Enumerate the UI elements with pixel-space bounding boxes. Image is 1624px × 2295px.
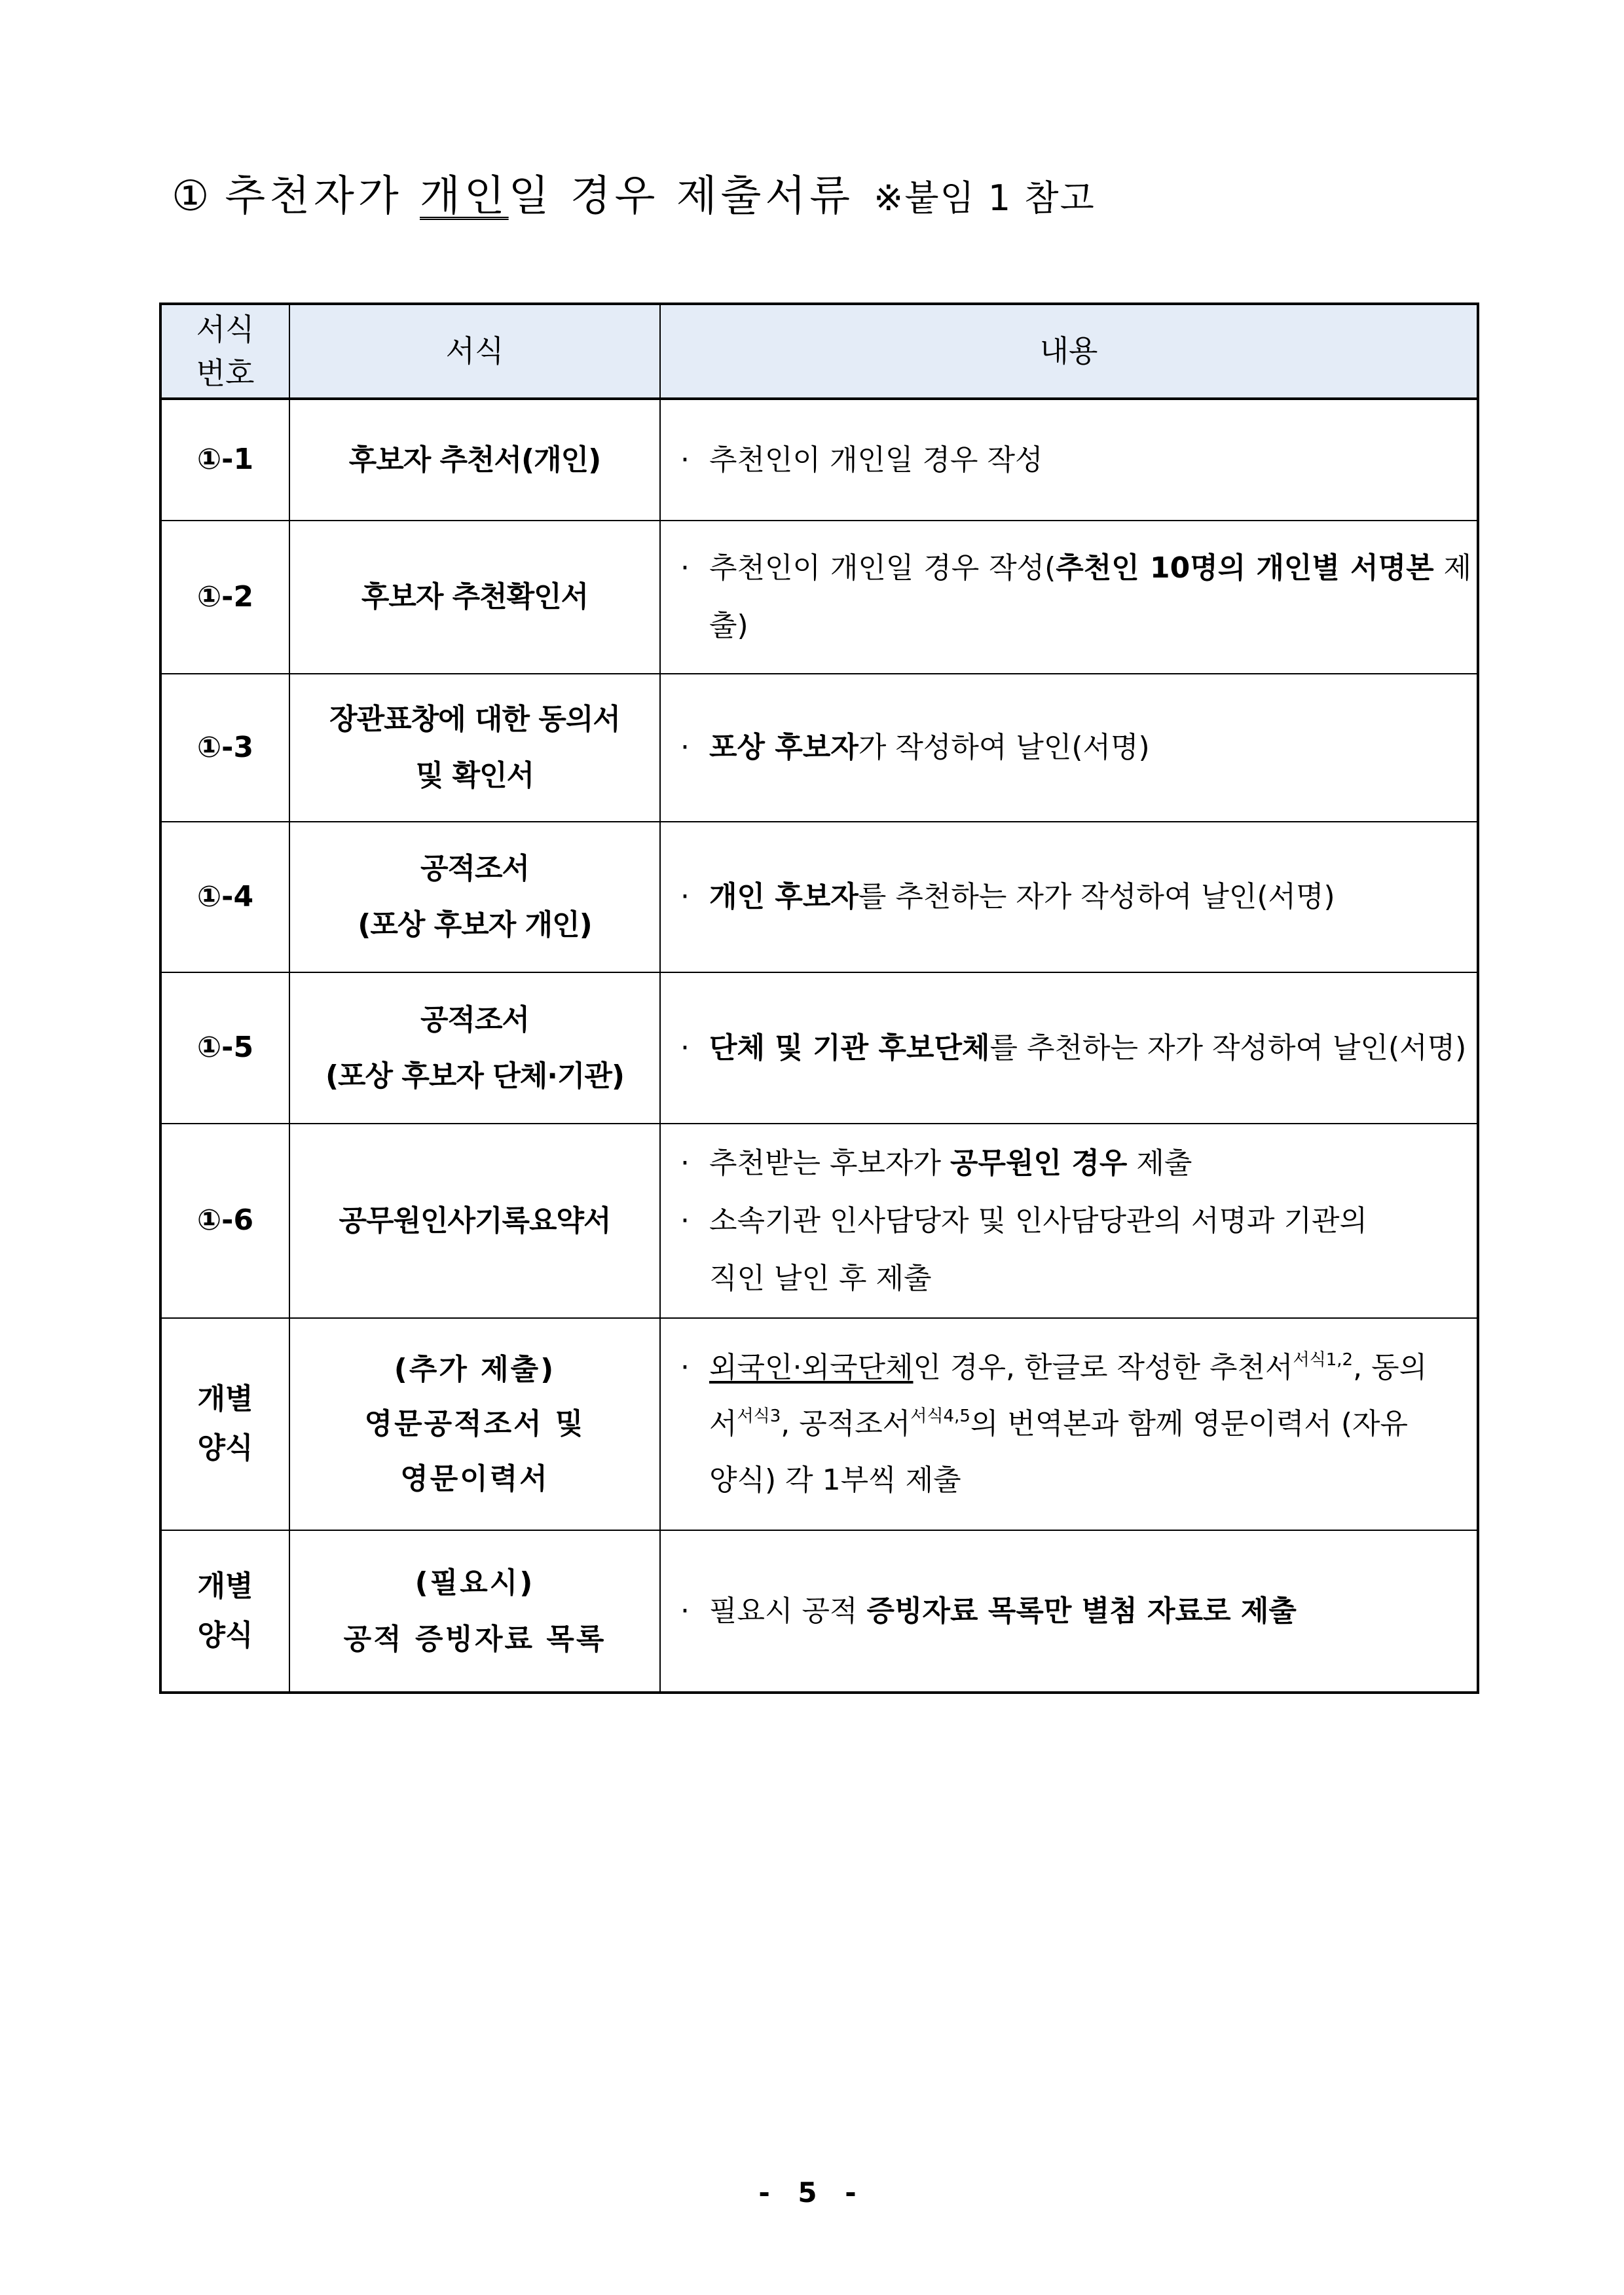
bullet-dot-icon: · — [680, 731, 690, 764]
form-number: 개별 양식 — [160, 1318, 289, 1530]
title-text-2: 일 경우 제출서류 — [508, 172, 855, 221]
form-name: 장관표창에 대한 동의서 및 확인서 — [289, 674, 660, 822]
bullet-dot-icon: · — [680, 1594, 690, 1628]
form-name: (추가 제출) 영문공적조서 및 영문이력서 — [289, 1318, 660, 1530]
form-name: 후보자 추천확인서 — [289, 521, 660, 674]
form-content — [660, 521, 1478, 674]
bullet-dot-icon: · — [680, 1351, 690, 1385]
circled-number: ① — [172, 172, 213, 221]
content-item: · 포상 후보자가 작성하여 날인(서명) — [675, 719, 1471, 777]
form-name: (필요시) 공적 증빙자료 목록 — [289, 1530, 660, 1693]
title-reference-note: ※붙임 1 참고 — [874, 177, 1096, 219]
form-name: 후보자 추천서(개인) — [289, 399, 660, 521]
content-item: · 추천인이 개인일 경우 작성(추천인 10명의 개인별 서명본 제출) — [675, 540, 1471, 655]
table-row — [160, 822, 1478, 972]
form-number: 개별 양식 — [160, 1530, 289, 1693]
title-underlined-text: 개인 — [420, 172, 509, 221]
form-number: ①-5 — [160, 972, 289, 1124]
content-item: · 필요시 공적 증빙자료 목록만 별첨 자료로 제출 — [675, 1583, 1471, 1640]
form-content — [660, 822, 1478, 972]
table-row — [160, 1530, 1478, 1693]
table-row — [160, 674, 1478, 822]
form-content — [660, 674, 1478, 822]
header-form: 서식 — [289, 304, 660, 399]
form-content — [660, 1318, 1478, 1530]
form-content — [660, 399, 1478, 521]
form-number: ①-1 — [160, 399, 289, 521]
content-item: · 소속기관 인사담당자 및 인사담당관의 서명과 기관의 직인 날인 후 제출 — [675, 1192, 1471, 1308]
table-row — [160, 399, 1478, 521]
page-number: - 5 - — [758, 2176, 866, 2209]
form-content — [660, 1530, 1478, 1693]
content-item: · 추천받는 후보자가 공무원인 경우 제출 — [675, 1135, 1471, 1192]
title-text-1: 추천자가 — [225, 172, 420, 221]
bullet-dot-icon: · — [680, 880, 690, 913]
form-name: 공적조서 (포상 후보자 단체·기관) — [289, 972, 660, 1124]
table-row — [160, 1318, 1478, 1530]
form-number: ①-3 — [160, 674, 289, 822]
bullet-dot-icon: · — [680, 1031, 690, 1065]
content-item: · 단체 및 기관 후보단체를 추천하는 자가 작성하여 날인(서명) — [675, 1019, 1471, 1077]
bullet-dot-icon: · — [680, 1203, 690, 1238]
bullet-dot-icon: · — [680, 1146, 690, 1180]
form-name: 공무원인사기록요약서 — [289, 1124, 660, 1318]
table-header-row — [160, 304, 1478, 399]
table-row — [160, 521, 1478, 674]
content-item: · 개인 후보자를 추천하는 자가 작성하여 날인(서명) — [675, 868, 1471, 926]
table-row — [160, 1124, 1478, 1318]
form-content — [660, 972, 1478, 1124]
bullet-dot-icon: · — [680, 551, 690, 585]
header-content: 내용 — [660, 304, 1478, 399]
section-title — [172, 162, 1096, 223]
form-name: 공적조서 (포상 후보자 개인) — [289, 822, 660, 972]
content-item: · 외국인·외국단체인 경우, 한글로 작성한 추천서$^{서식1,2}$, 동의서$^{서식3}$, 공적조서$^{서식4,5}$의 번역본과 함께 영문이력서 (자유 양식) 각 1부씩 제출 — [675, 1340, 1471, 1508]
table-row — [160, 972, 1478, 1124]
form-number: ①-6 — [160, 1124, 289, 1318]
form-number: ①-2 — [160, 521, 289, 674]
header-form-number: 서식 번호 — [160, 304, 289, 399]
bullet-dot-icon: · — [680, 443, 690, 477]
form-number: ①-4 — [160, 822, 289, 972]
content-item: · 추천인이 개인일 경우 작성 — [675, 431, 1471, 489]
submission-documents-table — [159, 303, 1479, 1694]
form-content — [660, 1124, 1478, 1318]
